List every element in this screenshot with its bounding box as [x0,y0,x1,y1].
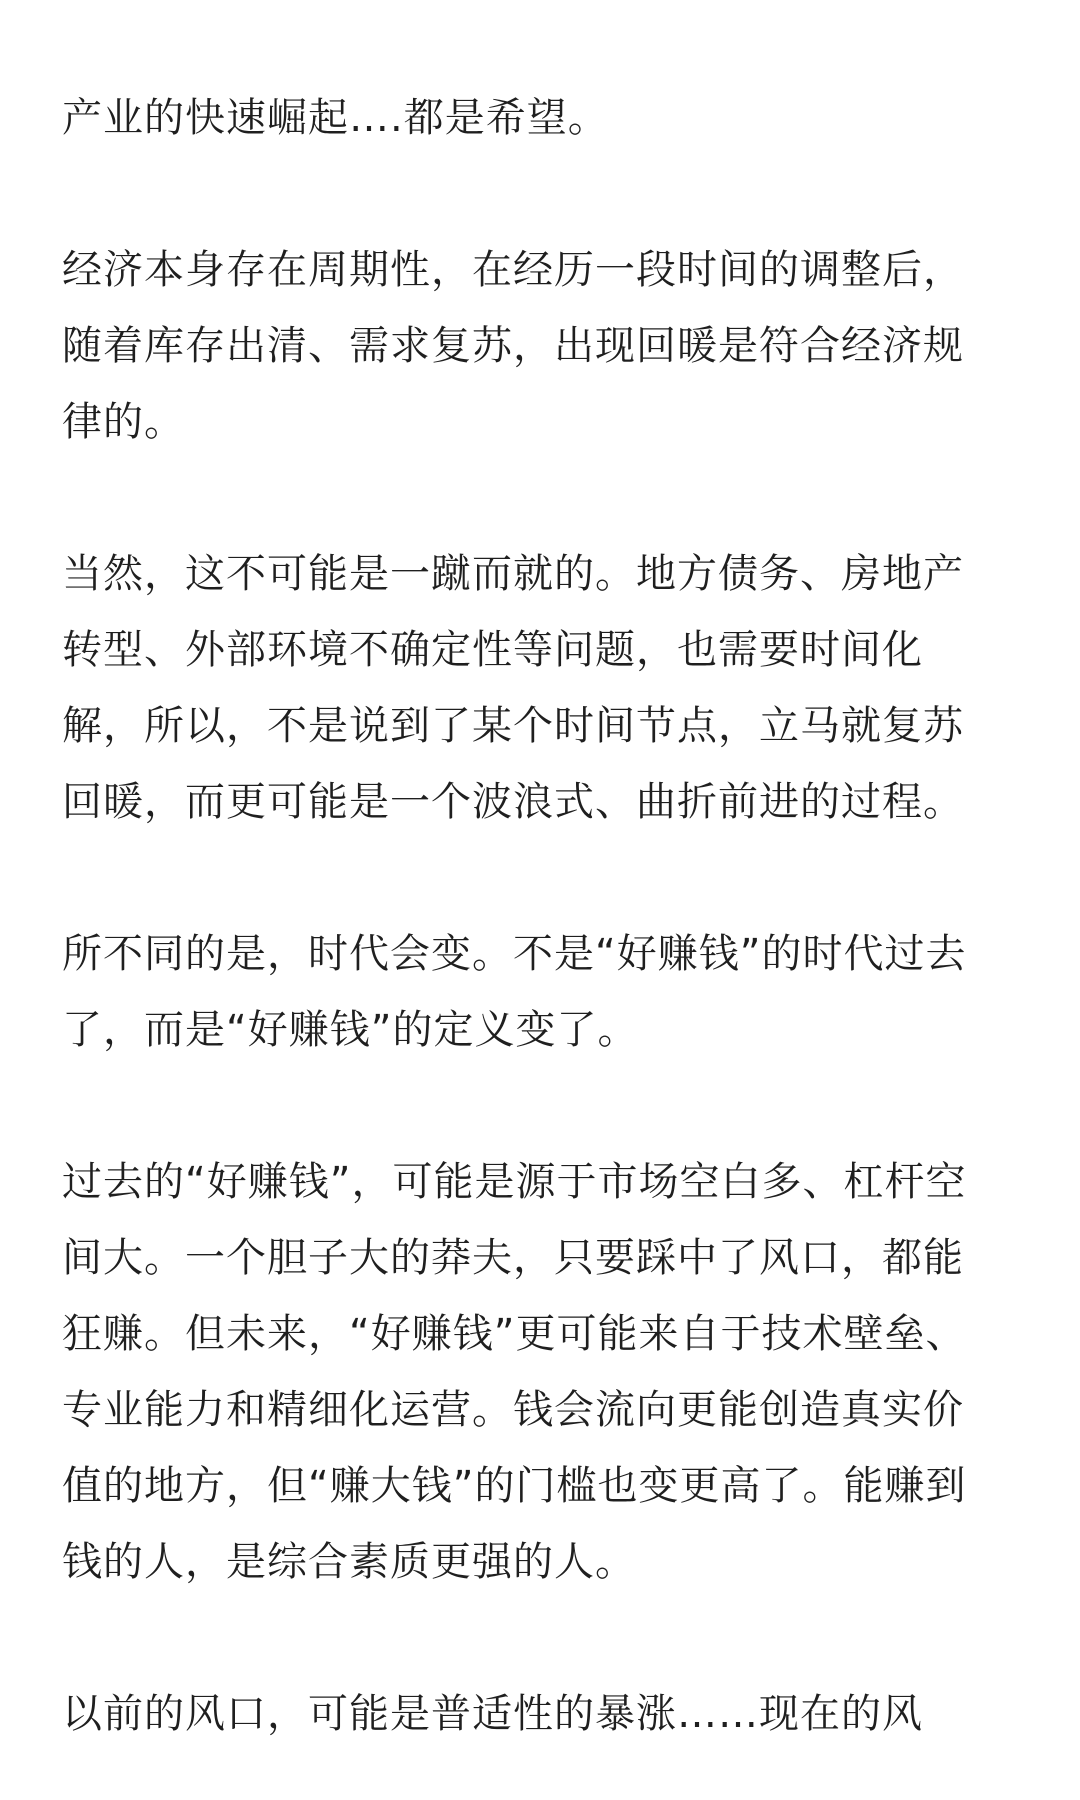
text-line: 钱的人，是综合素质更强的人。 [62,1539,636,1585]
paragraph-4 [62,916,1022,1068]
text-line: 间大。一个胆子大的莽夫，只要踩中了风口，都能 [62,1235,964,1281]
text-line: 经济本身存在周期性，在经历一段时间的调整后， [62,247,964,293]
text-line: 转型、外部环境不确定性等问题，也需要时间化 [62,627,923,673]
text-line: 所不同的是，时代会变。不是“好赚钱”的时代过去 [62,931,967,977]
paragraph-3 [62,536,1022,840]
text-line: 解，所以，不是说到了某个时间节点，立马就复苏 [62,703,964,749]
text-line: 产业的快速崛起….都是希望。 [62,95,609,141]
article-body [62,80,1022,1752]
text-line: 了，而是“好赚钱”的定义变了。 [62,1007,639,1053]
text-line: 值的地方，但“赚大钱”的门槛也变更高了。能赚到 [62,1463,967,1509]
text-line: 专业能力和精细化运营。钱会流向更能创造真实价 [62,1387,964,1433]
text-line: 回暖，而更可能是一个波浪式、曲折前进的过程。 [62,779,964,825]
text-line: 律的。 [62,399,185,445]
paragraph-1 [62,80,1022,156]
text-line: 过去的“好赚钱”，可能是源于市场空白多、杠杆空 [62,1159,967,1205]
text-line: 狂赚。但未来，“好赚钱”更可能来自于技术壁垒、 [62,1311,967,1357]
paragraph-2 [62,232,1022,460]
paragraph-5 [62,1144,1022,1600]
text-line: 当然，这不可能是一蹴而就的。地方债务、房地产 [62,551,964,597]
text-line: 以前的风口，可能是普适性的暴涨……现在的风 [62,1691,923,1737]
paragraph-6 [62,1676,1022,1752]
text-line: 随着库存出清、需求复苏，出现回暖是符合经济规 [62,323,964,369]
